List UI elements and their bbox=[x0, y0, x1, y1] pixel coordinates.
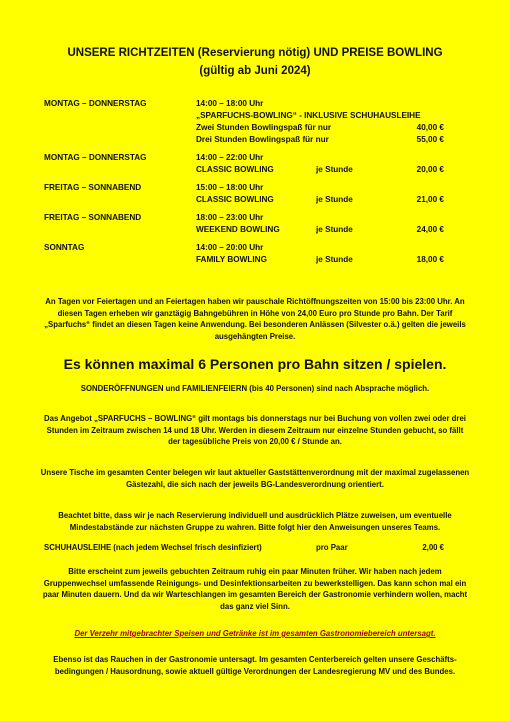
shoe-rental-price: 2,00 € bbox=[422, 543, 444, 552]
schedule-price: 21,00 € bbox=[416, 195, 444, 204]
schedule-row bbox=[44, 194, 444, 206]
arrival-note: Bitte erscheint zum jeweils gebuchten Zeitraum ruhig ein paar Minuten früher. Wir haben nach jedem Gruppenwechsel umfassende Reinigungs- und Desinfektionsarbeiten zu bewerkstelligen. Das kann schon mal ein paar Minuten dauern. Und da wir Warteschlangen im gesamten Bereich der Gastronomie verhindern wollen, macht das ganz viel Sinn. bbox=[42, 567, 468, 611]
schedule-unit: je Stunde bbox=[316, 195, 353, 204]
schedule-unit: je Stunde bbox=[316, 255, 353, 264]
schedule-price: 55,00 € bbox=[416, 135, 444, 144]
schedule-row bbox=[44, 164, 444, 176]
schedule-time: 14:00 – 22:00 Uhr bbox=[196, 153, 264, 162]
schedule-time: 14:00 – 18:00 Uhr bbox=[196, 99, 264, 108]
schedule-desc: Drei Stunden Bowlingspaß für nur bbox=[196, 135, 329, 144]
tables-note: Unsere Tische im gesamten Center belegen wir laut aktueller Gaststättenverordnung mit der maximal zugelassenen Gästezahl, die sich nach der jeweils BG-Landesverordnung orientiert. bbox=[40, 468, 470, 489]
schedule-row bbox=[44, 212, 444, 224]
title-line-2: (gültig ab Juni 2024) bbox=[199, 65, 311, 77]
food-warning: Der Verzehr mitgebrachter Speisen und Getränke ist im gesamten Gastronomiebereich untersagt. bbox=[74, 629, 436, 638]
schedule-unit: je Stunde bbox=[316, 225, 353, 234]
schedule-price: 24,00 € bbox=[416, 225, 444, 234]
smoking-note: Ebenso ist das Rauchen in der Gastronomie untersagt. Im gesamten Centerbereich gelten unsere Geschäfts-bedingungen / Hausordnung, sowie aktuell gültige Verordnungen der Landesregierung MV und des Bundes. bbox=[53, 655, 457, 676]
schedule-desc: „SPARFUCHS-BOWLING“ - INKLUSIVE SCHUHAUSLEIHE bbox=[196, 111, 421, 120]
shoe-rental-row bbox=[44, 543, 444, 552]
schedule-day: FREITAG – SONNABEND bbox=[44, 183, 142, 192]
max-persons-headline: Es können maximal 6 Personen pro Bahn sitzen / spielen. bbox=[63, 356, 447, 372]
schedule-time: 14:00 – 20:00 Uhr bbox=[196, 243, 264, 252]
schedule-row bbox=[44, 224, 444, 236]
schedule-day: MONTAG – DONNERSTAG bbox=[44, 153, 147, 162]
schedule-desc: WEEKEND BOWLING bbox=[196, 225, 280, 234]
schedule-desc: CLASSIC BOWLING bbox=[196, 195, 274, 204]
schedule-desc: FAMILY BOWLING bbox=[196, 255, 267, 264]
holiday-note: An Tagen vor Feiertagen und an Feiertagen haben wir pauschale Richtöffnungszeiten von 15:00 bis 23:00 Uhr. An diesen Tagen erheben wir ganztägig Bahngebühren in Höhe von 24,00 Euro pro Stunde pro Bahn. Der Tarif „Sparfuchs“ findet an diesen Tagen keine Anwendung. Bei besonderen Anlässen (Silvester o.ä.) gelten die jeweils ausgehängten Preise. bbox=[44, 297, 466, 341]
sparfuchs-note: Das Angebot „SPARFUCHS – BOWLING“ gilt montags bis donnerstags nur bei Buchung von vollen zwei oder drei Stunden im Zeitraum zwischen 14 und 18 Uhr. Werden in diesem Zeitraum nur einzelne Stunden gebucht, so fällt der tagesübliche Preis von 20,00 € / Stunde an. bbox=[44, 414, 466, 447]
schedule-row bbox=[44, 134, 444, 146]
schedule-unit: je Stunde bbox=[316, 165, 353, 174]
seating-note: Beachtet bitte, dass wir je nach Reservierung individuell und ausdrücklich Plätze zuweisen, um eventuelle Mindestabstände zur nächsten Gruppe zu wahren. Bitte folgt hier den Anweisungen unseres Teams. bbox=[58, 511, 452, 532]
schedule-table bbox=[44, 98, 444, 266]
page-title bbox=[0, 44, 510, 80]
schedule-price: 40,00 € bbox=[416, 123, 444, 132]
schedule-row bbox=[44, 182, 444, 194]
special-openings-note: SONDERÖFFNUNGEN und FAMILIENFEIERN (bis 40 Personen) sind nach Absprache möglich. bbox=[80, 384, 430, 393]
schedule-row bbox=[44, 98, 444, 110]
schedule-day: MONTAG – DONNERSTAG bbox=[44, 99, 147, 108]
shoe-rental-unit: pro Paar bbox=[316, 543, 348, 552]
schedule-row bbox=[44, 254, 444, 266]
schedule-row bbox=[44, 110, 444, 122]
schedule-row bbox=[44, 122, 444, 134]
schedule-time: 18:00 – 23:00 Uhr bbox=[196, 213, 264, 222]
schedule-desc: Zwei Stunden Bowlingspaß für nur bbox=[196, 123, 332, 132]
schedule-day: FREITAG – SONNABEND bbox=[44, 213, 142, 222]
schedule-day: SONNTAG bbox=[44, 243, 85, 252]
schedule-desc: CLASSIC BOWLING bbox=[196, 165, 274, 174]
schedule-price: 18,00 € bbox=[416, 255, 444, 264]
schedule-price: 20,00 € bbox=[416, 165, 444, 174]
schedule-time: 15:00 – 18:00 Uhr bbox=[196, 183, 264, 192]
title-line-1: UNSERE RICHTZEITEN (Reservierung nötig) UND PREISE BOWLING bbox=[67, 47, 443, 59]
schedule-row bbox=[44, 242, 444, 254]
schedule-row bbox=[44, 152, 444, 164]
shoe-rental-label: SCHUHAUSLEIHE (nach jedem Wechsel frisch desinfiziert) bbox=[44, 543, 262, 552]
